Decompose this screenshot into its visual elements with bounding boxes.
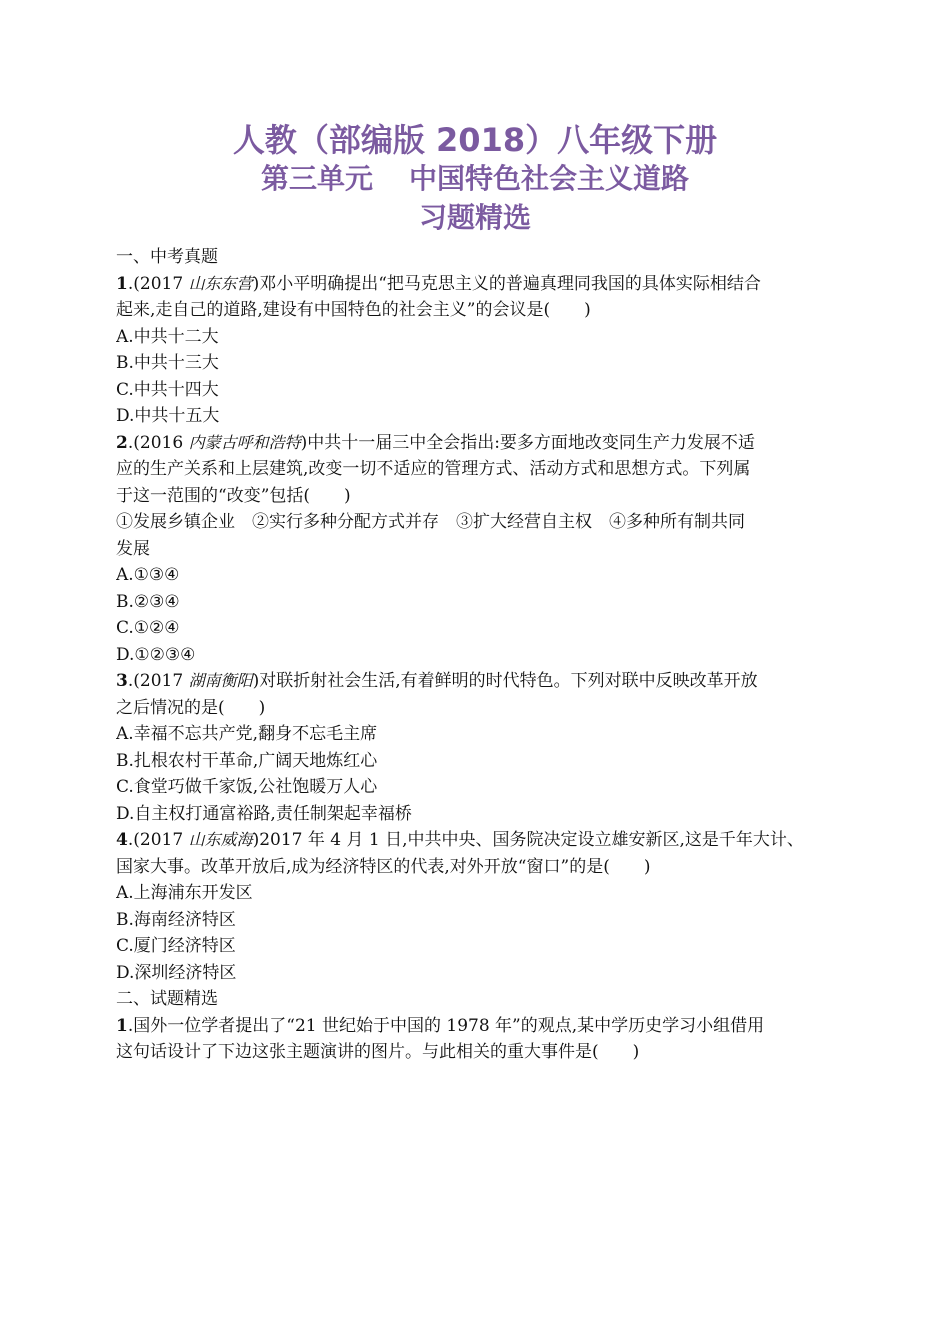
question-number: 4: [116, 830, 128, 850]
question-stem: 2.(2016 内蒙古呼和浩特)中共十一届三中全会指出:要多方面地改变同生产力发展不适: [116, 432, 755, 453]
question-year: 2016: [139, 432, 189, 453]
question-items: ①发展乡镇企业 ②实行多种分配方式并存 ③扩大经营自主权 ④多种所有制共同: [116, 512, 745, 532]
question-year: 2017: [139, 671, 189, 691]
option-c: C.厦门经济特区: [116, 936, 236, 956]
question-year: 2017: [139, 830, 189, 850]
question-year: 2017: [139, 273, 189, 294]
option-b: B.②③④: [116, 591, 180, 612]
question-stem: 1.国外一位学者提出了“21 世纪始于中国的 1978 年”的观点,某中学历史学习小组借用: [116, 1015, 765, 1036]
option-d: D.中共十五大: [116, 406, 220, 426]
unit-title: [0, 160, 950, 198]
option-a: A.上海浦东开发区: [116, 883, 253, 903]
question-items-cont: 发展: [116, 538, 150, 559]
question-number: 1: [116, 1015, 128, 1036]
option-b: B.海南经济特区: [116, 909, 236, 930]
option-d: D.深圳经济特区: [116, 962, 237, 983]
option-d: D.自主权打通富裕路,责任制架起幸福桥: [116, 803, 412, 824]
main-title: 人教（部编版 2018）八年级下册: [232, 121, 718, 159]
option-a: A.①③④: [116, 565, 180, 585]
question-number: 1: [116, 273, 128, 294]
section-heading: 二、试题精选: [116, 989, 218, 1009]
option-a: A.幸福不忘共产党,翻身不忘毛主席: [116, 724, 378, 744]
question-number: 3: [116, 671, 128, 691]
question-stem-cont: 之后情况的是( ): [116, 697, 266, 718]
option-c: C.①②④: [116, 618, 180, 638]
option-c: C.食堂巧做千家饭,公社饱暖万人心: [116, 777, 378, 797]
option-b: B.中共十三大: [116, 353, 219, 373]
unit-topic: 中国特色社会主义道路: [409, 162, 690, 195]
question-source: 内蒙古呼和浩特: [188, 432, 301, 452]
question-stem: 3.(2017 湖南衡阳)对联折射社会生活,有着鲜明的时代特色。下列对联中反映改革开放: [116, 671, 758, 691]
question-stem-cont: 起来,走自己的道路,建设有中国特色的社会主义”的会议是( ): [116, 300, 591, 320]
option-c: C.中共十四大: [116, 379, 219, 400]
unit-number: 第三单元: [260, 162, 373, 195]
question-stem: 1.(2017 山东东营)邓小平明确提出“把马克思主义的普遍真理同我国的具体实际相结合: [116, 273, 761, 294]
question-stem-cont: 应的生产关系和上层建筑,改变一切不适应的管理方式、活动方式和思想方式。下列属: [116, 459, 751, 479]
option-b: B.扎根农村干革命,广阔天地炼红心: [116, 750, 378, 771]
question-source: 山东东营: [188, 273, 253, 293]
question-stem-cont: 国家大事。改革开放后,成为经济特区的代表,对外开放“窗口”的是( ): [116, 856, 651, 877]
section-heading: 一、中考真题: [116, 247, 218, 267]
question-stem: 4.(2017 山东威海)2017 年 4 月 1 日,中共中央、国务院决定设立雄安新区,这是千年大计、: [116, 830, 804, 850]
question-stem-cont: 这句话设计了下边这张主题演讲的图片。与此相关的重大事件是( ): [116, 1042, 640, 1062]
question-source: 湖南衡阳: [188, 671, 253, 690]
document-body: [116, 244, 840, 1066]
option-d: D.①②③④: [116, 644, 196, 665]
question-number: 2: [116, 432, 128, 453]
question-source: 山东威海: [188, 830, 253, 849]
question-stem-cont: 于这一范围的“改变”包括( ): [116, 485, 351, 506]
exercise-title: 习题精选: [418, 201, 531, 234]
title-block: [0, 120, 950, 238]
option-a: A.中共十二大: [116, 326, 219, 347]
